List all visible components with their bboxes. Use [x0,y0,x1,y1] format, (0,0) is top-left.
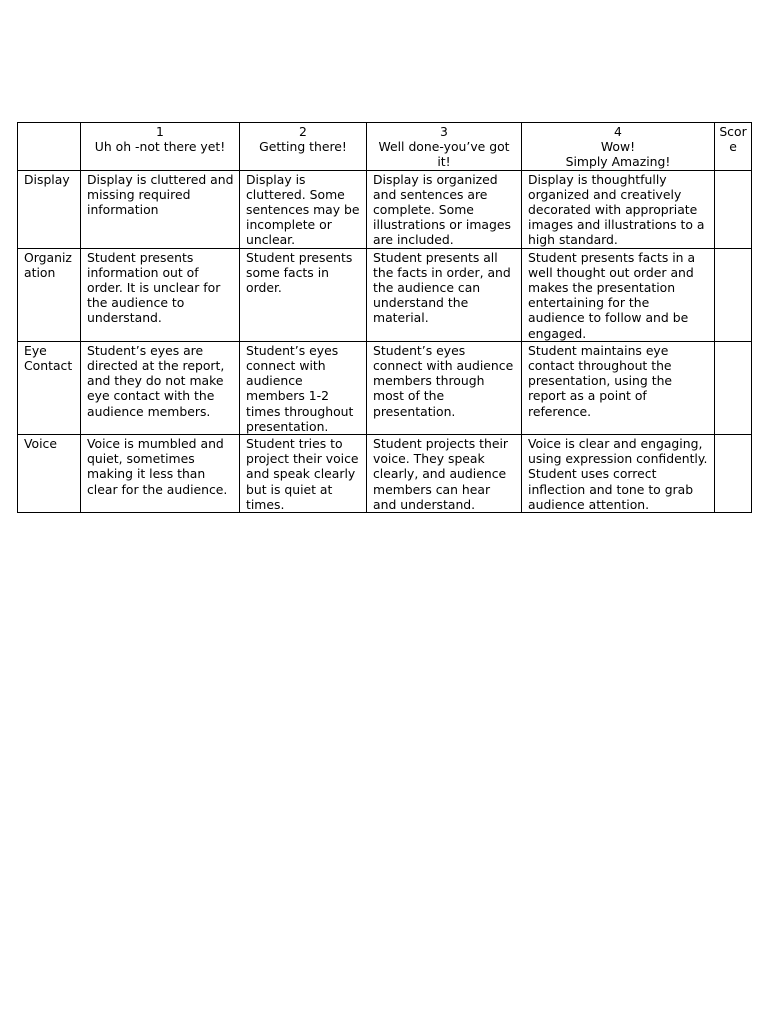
header-level-4 [522,123,715,171]
header-row [18,123,752,171]
row-category: Organization [18,248,81,341]
level-4-cell: Voice is clear and engaging, using expression confidently. Student uses correct inflection and tone to grab audience attention. [522,435,715,513]
score-cell [715,341,752,434]
level-1-cell: Student presents information out of order. It is unclear for the audience to understand. [81,248,240,341]
header-category-cell [18,123,81,171]
header-level-2-number: 2 [299,124,307,139]
header-level-2 [240,123,367,171]
level-4-cell: Student presents facts in a well thought out order and makes the presentation entertaining for the audience to follow and be engaged. [522,248,715,341]
table-row [18,435,752,513]
level-2-cell: Student’s eyes connect with audience members 1-2 times throughout presentation. [240,341,367,434]
score-cell [715,170,752,248]
level-2-cell: Student tries to project their voice and speak clearly but is quiet at times. [240,435,367,513]
level-4-cell: Display is thoughtfully organized and creatively decorated with appropriate images and illustrations to a high standard. [522,170,715,248]
row-category: Eye Contact [18,341,81,434]
score-cell [715,248,752,341]
level-2-cell: Display is cluttered. Some sentences may be incomplete or unclear. [240,170,367,248]
header-score: Score [715,123,752,171]
level-1-cell: Display is cluttered and missing required information [81,170,240,248]
level-3-cell: Student projects their voice. They speak clearly, and audience members can hear and understand. [367,435,522,513]
table-row [18,170,752,248]
score-cell [715,435,752,513]
header-level-3 [367,123,522,171]
level-1-cell: Voice is mumbled and quiet, sometimes making it less than clear for the audience. [81,435,240,513]
row-category: Display [18,170,81,248]
header-level-1-label: Uh oh -not there yet! [94,139,226,155]
header-level-3-label: Well done-you’ve got it! [378,139,510,170]
level-3-cell: Student presents all the facts in order, and the audience can understand the material. [367,248,522,341]
header-level-4-label-line-2: Simply Amazing! [565,154,671,170]
header-level-3-number: 3 [440,124,448,139]
row-category: Voice [18,435,81,513]
header-level-1-number: 1 [156,124,164,139]
header-level-4-number: 4 [614,124,622,139]
level-2-cell: Student presents some facts in order. [240,248,367,341]
table-row [18,248,752,341]
level-4-cell: Student maintains eye contact throughout the presentation, using the report as a point of reference. [522,341,715,434]
rubric-table [17,122,752,513]
level-3-cell: Display is organized and sentences are complete. Some illustrations or images are included. [367,170,522,248]
level-1-cell: Student’s eyes are directed at the report, and they do not make eye contact with the audience members. [81,341,240,434]
header-level-2-label: Getting there! [259,139,347,155]
table-row [18,341,752,434]
header-level-4-label-line-1: Wow! [600,139,636,155]
header-level-1 [81,123,240,171]
level-3-cell: Student’s eyes connect with audience members through most of the presentation. [367,341,522,434]
